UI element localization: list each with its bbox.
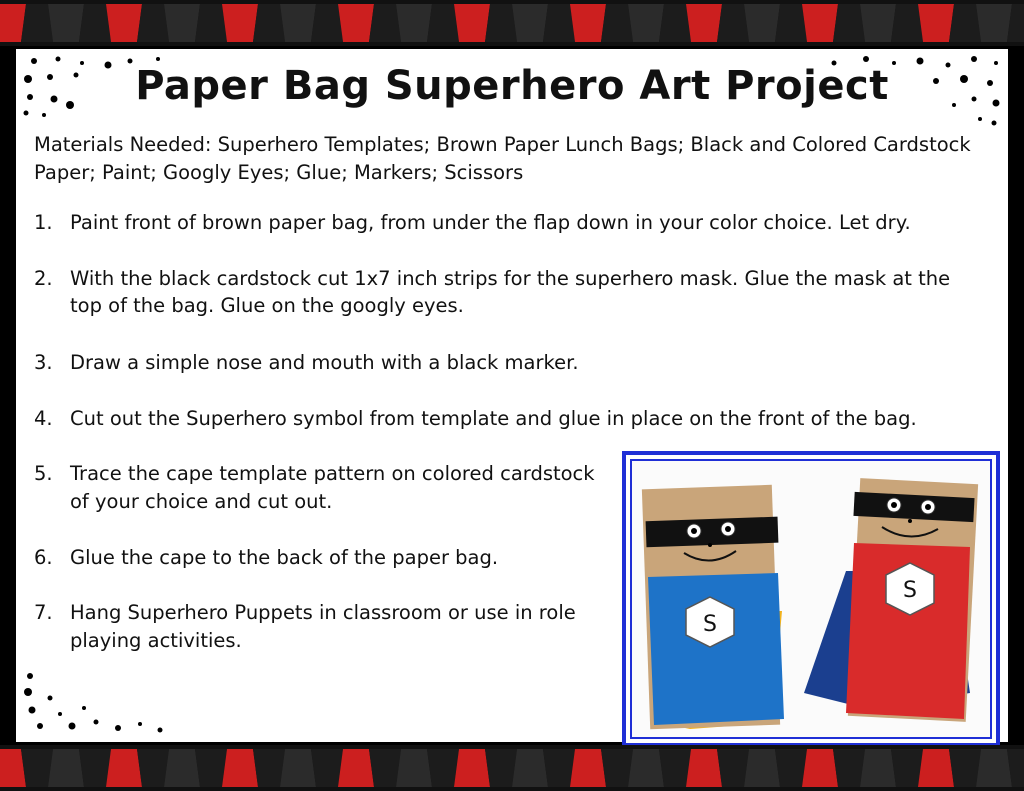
stripe-block [628, 4, 664, 42]
stripe-block [918, 4, 954, 42]
stripe-gap [833, 4, 865, 42]
step-number: 3. [34, 351, 53, 374]
step-text: Paint front of brown paper bag, from under the flap down in your color choice. Let dry. [70, 211, 911, 234]
example-photo [630, 459, 992, 739]
stripe-block [512, 4, 548, 42]
stripe-block [48, 749, 84, 787]
materials-line-2: Paper; Paint; Googly Eyes; Glue; Markers; Scissors [34, 161, 524, 184]
stripe-gap [775, 749, 807, 787]
stripe-block [976, 4, 1012, 42]
stripe-gap [891, 749, 923, 787]
stripe-block [744, 749, 780, 787]
stripe-block [454, 4, 490, 42]
step-number: 6. [34, 546, 53, 569]
left-puppet-mask [646, 517, 779, 548]
stripe-block [686, 4, 722, 42]
stripe-block [454, 749, 490, 787]
right-puppet-symbol-letter: S [903, 578, 917, 603]
stripe-gap [137, 749, 169, 787]
stripe-gap [195, 4, 227, 42]
stripe-gap [79, 749, 111, 787]
bottom-stripe-border [0, 745, 1024, 791]
step-text: of your choice and cut out. [70, 490, 333, 513]
stripe-gap [79, 4, 111, 42]
stripe-gap [949, 4, 981, 42]
stripe-gap [717, 749, 749, 787]
step-text: Cut out the Superhero symbol from template and glue in place on the front of the bag. [70, 407, 917, 430]
stripe-block [570, 4, 606, 42]
stripe-block [512, 749, 548, 787]
step-text: Draw a simple nose and mouth with a black marker. [70, 351, 579, 374]
step-number: 5. [34, 462, 53, 485]
stripe-block [628, 749, 664, 787]
stripe-gap [253, 4, 285, 42]
stripe-block [918, 749, 954, 787]
stripe-gap [659, 4, 691, 42]
stripe-gap [949, 749, 981, 787]
stripe-gap [717, 4, 749, 42]
left-puppet-body [648, 573, 784, 725]
step-number: 4. [34, 407, 53, 430]
superhero-puppets-illustration [632, 461, 992, 737]
step-number: 1. [34, 211, 53, 234]
stripe-gap [369, 4, 401, 42]
stripe-gap [485, 4, 517, 42]
materials-line-1: Materials Needed: Superhero Templates; Brown Paper Lunch Bags; Black and Colored Cardstock [34, 133, 971, 156]
materials-list [34, 131, 994, 187]
step-number: 2. [34, 267, 53, 290]
stripe-block [976, 749, 1012, 787]
step-number: 7. [34, 601, 53, 624]
stripe-gap [195, 749, 227, 787]
stripe-gap [485, 749, 517, 787]
stripe-block [48, 4, 84, 42]
stripe-block [570, 749, 606, 787]
stripe-block [860, 4, 896, 42]
stripe-gap [253, 749, 285, 787]
content-frame [13, 46, 1011, 745]
left-puppet-symbol-letter: S [703, 612, 717, 637]
stripe-gap [427, 749, 459, 787]
stripe-block [222, 4, 258, 42]
stripe-block [686, 749, 722, 787]
step-text: With the black cardstock cut 1x7 inch strips for the superhero mask. Glue the mask at the [70, 267, 951, 290]
stripe-block [338, 749, 374, 787]
step-text: Glue the cape to the back of the paper bag. [70, 546, 499, 569]
step-text: playing activities. [70, 629, 242, 652]
stripe-gap [427, 4, 459, 42]
stripe-gap [311, 4, 343, 42]
stripe-gap [601, 749, 633, 787]
stripe-gap [601, 4, 633, 42]
stripe-block [164, 4, 200, 42]
stripe-gap [891, 4, 923, 42]
stripe-block [280, 749, 316, 787]
stripe-block [106, 749, 142, 787]
stripe-block [396, 4, 432, 42]
stripe-gap [369, 749, 401, 787]
stripe-gap [311, 749, 343, 787]
example-photo-frame [622, 451, 1000, 747]
stripe-gap [137, 4, 169, 42]
stripe-block [396, 749, 432, 787]
stripe-block [802, 4, 838, 42]
stripe-gap [775, 4, 807, 42]
stripe-block [802, 749, 838, 787]
stripe-gap [543, 749, 575, 787]
stripe-block [338, 4, 374, 42]
top-stripe-border [0, 0, 1024, 46]
step-text: Hang Superhero Puppets in classroom or use in role [70, 601, 576, 624]
stripe-block [860, 749, 896, 787]
stripe-block [222, 749, 258, 787]
stripe-block [164, 749, 200, 787]
stripe-block [280, 4, 316, 42]
stripe-gap [659, 749, 691, 787]
stripe-gap [543, 4, 575, 42]
dots-bottom-left-decoration [20, 668, 170, 738]
stripe-gap [21, 4, 53, 42]
stripe-gap [833, 749, 865, 787]
stripe-block [106, 4, 142, 42]
step-text: top of the bag. Glue on the googly eyes. [70, 294, 464, 317]
page-title: Paper Bag Superhero Art Project [135, 63, 889, 109]
step-text: Trace the cape template pattern on colored cardstock [70, 462, 595, 485]
stripe-gap [21, 749, 53, 787]
stripe-block [744, 4, 780, 42]
